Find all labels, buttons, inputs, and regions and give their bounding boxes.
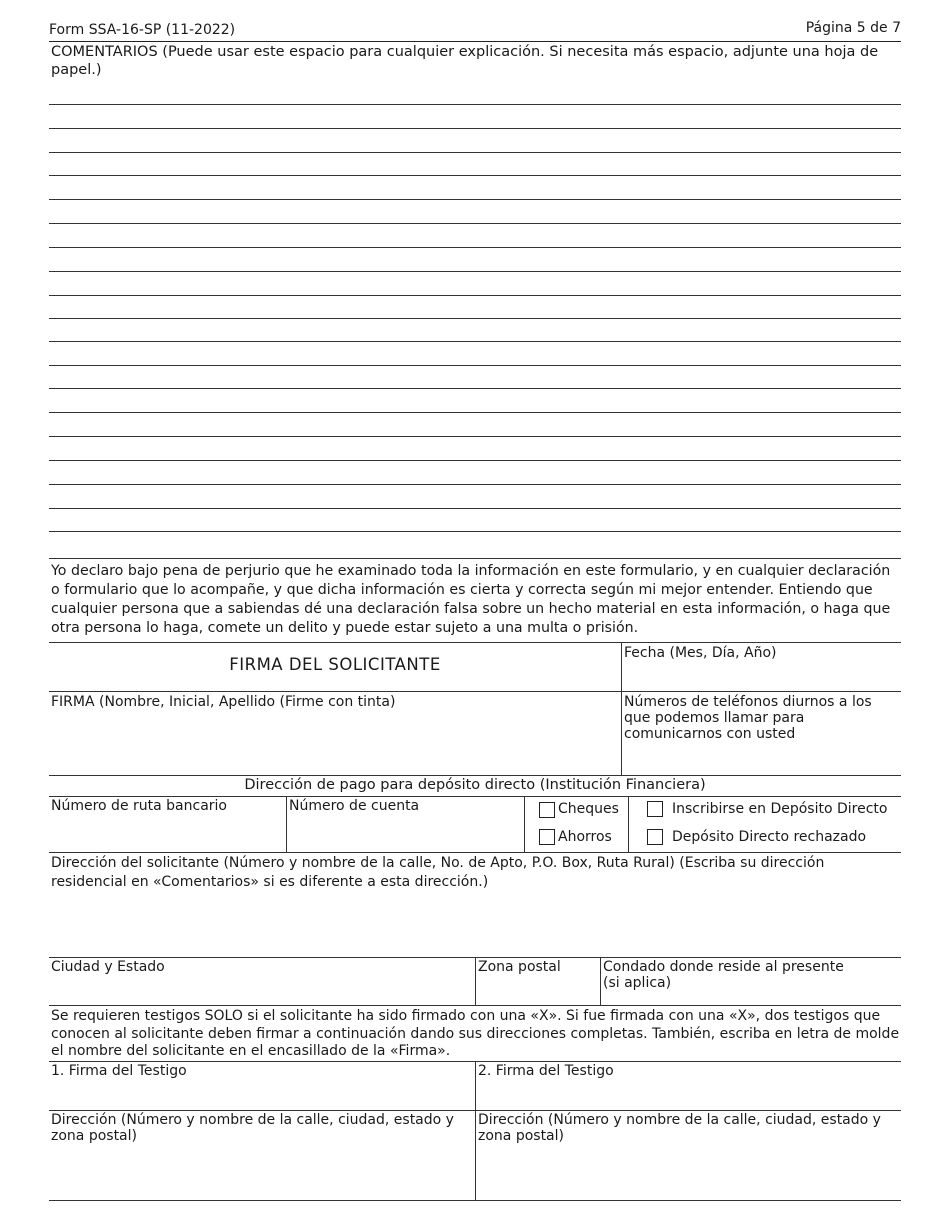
enroll-checkbox[interactable] <box>647 801 663 817</box>
comment-line[interactable] <box>49 460 901 461</box>
divider <box>475 957 476 1005</box>
signature-field[interactable]: FIRMA (Nombre, Inicial, Apellido (Firme con tinta) <box>51 694 396 710</box>
comment-line[interactable] <box>49 318 901 319</box>
enroll-label: Inscribirse en Depósito Directo <box>672 801 888 817</box>
witness2-address-field[interactable]: Dirección (Número y nombre de la calle, ciudad, estado y zona postal) <box>478 1112 881 1144</box>
witness-note: Se requieren testigos SOLO si el solicitante ha sido firmado con una «X». Si fue firmada con una «X», dos testigos que conocen al solicitante deben firmar a continuación dando sus direcciones completas. También, escriba en letra de molde el nombre del solicitante en el encasillado de la «Firma». <box>51 1008 900 1059</box>
routing-number-field[interactable]: Número de ruta bancario <box>51 798 227 814</box>
account-number-field[interactable]: Número de cuenta <box>289 798 420 814</box>
witness1-address-field[interactable]: Dirección (Número y nombre de la calle, ciudad, estado y zona postal) <box>51 1112 454 1144</box>
comment-line[interactable] <box>49 388 901 389</box>
witness2-signature-field[interactable]: 2. Firma del Testigo <box>478 1063 614 1079</box>
zip-field[interactable]: Zona postal <box>478 959 561 975</box>
header-divider <box>49 41 901 42</box>
divider <box>628 796 629 852</box>
form-id: Form SSA-16-SP (11-2022) <box>49 22 236 38</box>
comment-line[interactable] <box>49 412 901 413</box>
divider <box>49 796 901 797</box>
comment-line[interactable] <box>49 531 901 532</box>
divider <box>475 1061 476 1200</box>
divider <box>49 1200 901 1201</box>
declaration-text: Yo declaro bajo pena de perjurio que he examinado toda la información en este formulario, y en cualquier declaración o formulario que lo acompañe, y que dicha información es cierta y correcta según mi mejor entender. Entiendo que cualquier persona que a sabiendas dé una declaración falsa sobre un hecho material en esta información, o haga que otra persona lo haga, comete un delito y puede estar sujeto a una multa o prisión. <box>51 563 891 636</box>
comment-line[interactable] <box>49 436 901 437</box>
city-state-field[interactable]: Ciudad y Estado <box>51 959 165 975</box>
comment-line[interactable] <box>49 175 901 176</box>
comment-line[interactable] <box>49 365 901 366</box>
deposit-heading: Dirección de pago para depósito directo (Institución Financiera) <box>244 777 706 793</box>
comment-line[interactable] <box>49 223 901 224</box>
divider <box>286 796 287 852</box>
divider <box>49 691 901 692</box>
divider <box>49 775 901 776</box>
savings-checkbox[interactable] <box>539 829 555 845</box>
comment-line[interactable] <box>49 152 901 153</box>
comment-line[interactable] <box>49 558 901 559</box>
comment-line[interactable] <box>49 271 901 272</box>
page-number: Página 5 de 7 <box>805 20 901 36</box>
comment-line[interactable] <box>49 341 901 342</box>
phone-field[interactable]: Números de teléfonos diurnos a los que podemos llamar para comunicarnos con usted <box>624 694 872 742</box>
checking-checkbox[interactable] <box>539 802 555 818</box>
date-field[interactable]: Fecha (Mes, Día, Año) <box>624 645 777 661</box>
comment-line[interactable] <box>49 104 901 105</box>
comment-line[interactable] <box>49 508 901 509</box>
divider <box>49 1005 901 1006</box>
checking-label: Cheques <box>558 801 619 817</box>
comment-line[interactable] <box>49 484 901 485</box>
divider <box>621 642 622 775</box>
savings-label: Ahorros <box>558 829 612 845</box>
signature-heading: FIRMA DEL SOLICITANTE <box>229 655 441 674</box>
comment-line[interactable] <box>49 295 901 296</box>
comment-line[interactable] <box>49 128 901 129</box>
divider <box>49 1110 901 1111</box>
refused-label: Depósito Directo rechazado <box>672 829 867 845</box>
divider <box>49 852 901 853</box>
refused-checkbox[interactable] <box>647 829 663 845</box>
divider <box>524 796 525 852</box>
county-field[interactable]: Condado donde reside al presente (si aplica) <box>603 959 844 991</box>
comment-line[interactable] <box>49 247 901 248</box>
divider <box>600 957 601 1005</box>
address-field[interactable]: Dirección del solicitante (Número y nombre de la calle, No. de Apto, P.O. Box, Ruta Rural) (Escriba su dirección residencial en «Comentarios» si es diferente a esta dirección.) <box>51 855 825 890</box>
witness1-signature-field[interactable]: 1. Firma del Testigo <box>51 1063 187 1079</box>
comments-title: COMENTARIOS (Puede usar este espacio para cualquier explicación. Si necesita más espacio, adjunte una hoja de papel.) <box>51 44 879 78</box>
comment-line[interactable] <box>49 199 901 200</box>
divider <box>49 642 901 643</box>
